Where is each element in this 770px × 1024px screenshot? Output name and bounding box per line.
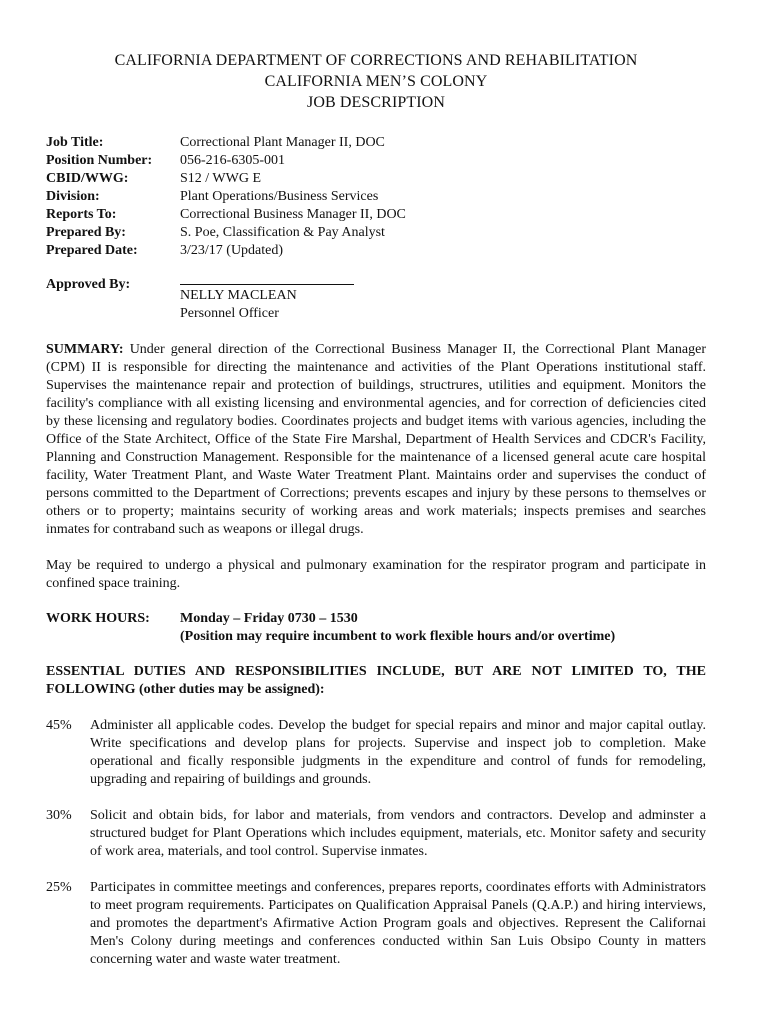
info-label: CBID/WWG: — [46, 171, 129, 186]
work-hours-schedule: Monday – Friday 0730 – 1530 — [180, 611, 358, 626]
document-header — [46, 50, 706, 113]
duty-text: Solicit and obtain bids, for labor and materials, from vendors and contractors. Develop and adminster a structured budget for Plant Operations which includes equipment, materials, etc. Monitor safety and security of work area, materials, and tool control. Supervise inmates. — [90, 808, 706, 859]
approved-by-label: Approved By: — [46, 277, 131, 292]
summary-paragraph — [46, 341, 706, 539]
essential-duties-heading: ESSENTIAL DUTIES AND RESPONSIBILITIES INCLUDE, BUT ARE NOT LIMITED TO, THE FOLLOWING (other duties may be assigned): — [46, 664, 706, 697]
signature-block — [180, 276, 354, 323]
info-row-prepared-date — [46, 242, 706, 260]
physical-requirement-paragraph: May be required to undergo a physical and pulmonary examination for the respirator program and participate in confined space training. — [46, 558, 706, 591]
duty-text: Participates in committee meetings and conferences, prepares reports, coordinates efforts with Administrators to meet program requirements. Participates on Qualification Appraisal Panels (Q.A.P.) and hiring interviews, and promotes the department's Afirmative Action Program goals and objectives. Represent the Californai Men's Colony during meetings and conferences conducted within San Luis Obsipo County in matters concerning water and waste water treatment. — [90, 880, 706, 967]
info-label: Reports To: — [46, 207, 117, 222]
info-value: S12 / WWG E — [180, 171, 262, 186]
duty-text: Administer all applicable codes. Develop the budget for special repairs and minor and major capital outlay. Write specifications and develop plans for projects. Supervise and inspect job to completion. Make operational and fically responsible judgments in the expenditure and control of funds for remodeling, upgrading and repairing of buildings and grounds. — [90, 718, 706, 787]
duty-item — [46, 879, 706, 969]
position-info — [46, 134, 706, 260]
header-department: CALIFORNIA DEPARTMENT OF CORRECTIONS AND REHABILITATION — [114, 52, 638, 69]
header-doc-type: JOB DESCRIPTION — [307, 94, 445, 111]
info-label: Prepared By: — [46, 225, 126, 240]
duty-percent: 45% — [46, 718, 72, 733]
summary-text: Under general direction of the Correctional Business Manager II, the Correctional Plant Manager (CPM) II is responsible for directing the maintenance and activities of the Plant Operations institutional staff. Supervises the maintenance repair and protection of buildings, structrures, utilities and equipment. Monitors the facility's compliance with all existing licensing and environmental agencies, and for correction of deficiencies cited by these licensing and regulatory bodies. Coordinates projects and budget items with various agencies, including the Office of the State Architect, Office of the State Fire Marshal, Department of Health Services and CDCR's Facility, Planning and Construction Management. Responsible for the maintenance of a licensed general acute care hospital facility, Water Treatment Plant, and Waste Water Treatment Plant. Maintains order and supervises the conduct of persons committed to the Department of Corrections; prevents escapes and injury by these persons to themselves or others or to property; maintains security of working areas and work materials; inspects premises and searches inmates for contraband such as weapons or illegal drugs. — [46, 342, 706, 537]
info-label: Job Title: — [46, 135, 104, 150]
info-value: 056-216-6305-001 — [180, 153, 285, 168]
duty-percent: 30% — [46, 808, 72, 823]
approval-block — [46, 276, 706, 323]
header-institution: CALIFORNIA MEN’S COLONY — [264, 73, 488, 90]
approver-title: Personnel Officer — [180, 306, 279, 321]
duty-item — [46, 807, 706, 861]
summary-label: SUMMARY: — [46, 342, 124, 357]
info-value: 3/23/17 (Updated) — [180, 243, 284, 258]
info-value: S. Poe, Classification & Pay Analyst — [180, 225, 385, 240]
approver-name: NELLY MACLEAN — [180, 288, 297, 303]
duty-item — [46, 717, 706, 789]
info-row-prepared-by — [46, 224, 706, 242]
info-value: Correctional Plant Manager II, DOC — [180, 135, 385, 150]
info-label: Prepared Date: — [46, 243, 138, 258]
signature-line — [180, 276, 354, 285]
work-hours-note: (Position may require incumbent to work flexible hours and/or overtime) — [180, 629, 616, 644]
work-hours-section — [46, 610, 706, 646]
duty-percent: 25% — [46, 880, 72, 895]
info-value: Plant Operations/Business Services — [180, 189, 379, 204]
work-hours-details — [180, 610, 615, 646]
info-row-job-title — [46, 134, 706, 152]
info-value: Correctional Business Manager II, DOC — [180, 207, 406, 222]
work-hours-label: WORK HOURS: — [46, 611, 150, 626]
info-label: Division: — [46, 189, 100, 204]
info-row-reports-to — [46, 206, 706, 224]
info-label: Position Number: — [46, 153, 153, 168]
info-row-position-number — [46, 152, 706, 170]
info-row-division — [46, 188, 706, 206]
info-row-cbid-wwg — [46, 170, 706, 188]
